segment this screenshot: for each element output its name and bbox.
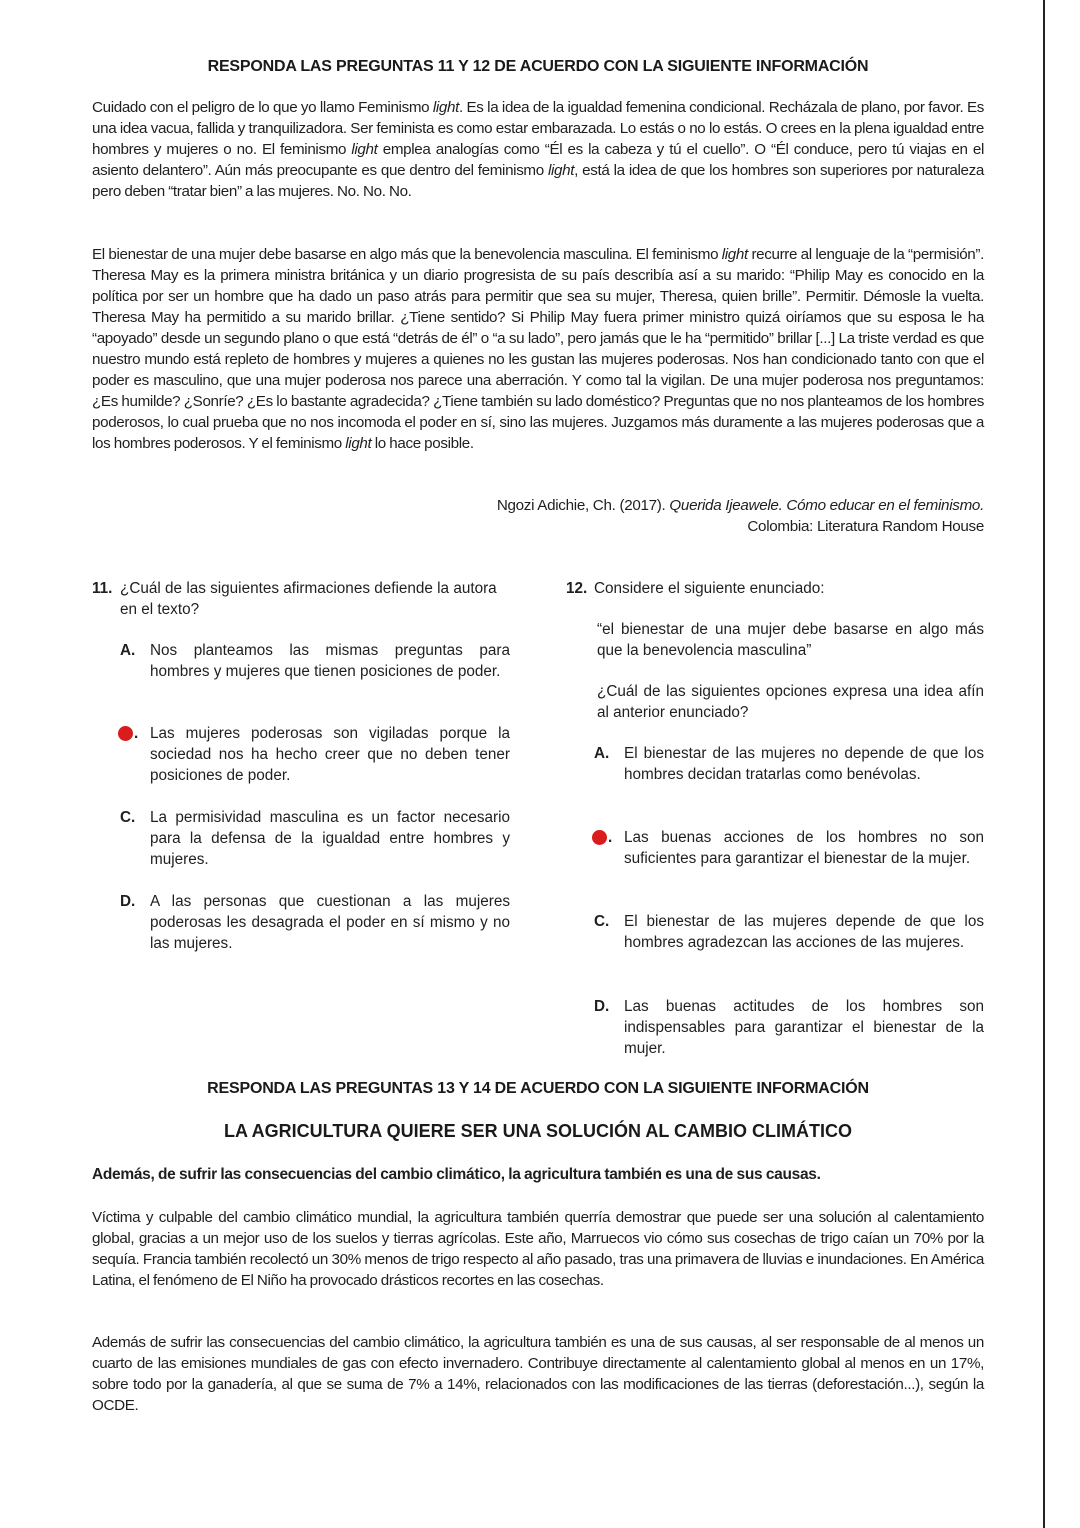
option-text: Las mujeres poderosas son vigiladas porque la sociedad nos ha hecho creer que no deben tener posiciones de poder. [150, 725, 510, 784]
article-paragraph-1: Víctima y culpable del cambio climático mundial, la agricultura también querría demostrar que puede ser una solución al calentamiento global, gracias a un mejor uso de los suelos y tierras agrícolas. Este año, Marruecos vio cómo sus cosechas de trigo caían un 70% por la sequía. Francia también recolectó un 30% menos de trigo respecto al año pasado, tras una primavera de lluvias e inundaciones. En América Latina, el fenómeno de El Niño ha provocado drásticos recortes en las cosechas. [92, 1209, 984, 1289]
q12-option-b-selected[interactable] [594, 827, 984, 890]
page-edge-line [1043, 0, 1045, 1528]
selected-answer-mark-icon [118, 726, 133, 741]
question-prompt: ¿Cuál de las siguientes afirmaciones defiende la autora en el texto? [120, 580, 497, 618]
q11-option-d[interactable] [120, 891, 510, 954]
passage-paragraph-1 [92, 97, 984, 202]
question-11 [92, 578, 510, 620]
text-run: , está la idea de que los hombres son superiores por naturaleza pero deben “tratar bien” a las mujeres. No. No. No. [92, 162, 984, 200]
q12-subprompt: ¿Cuál de las siguientes opciones expresa una idea afín al anterior enunciado? [597, 683, 984, 721]
q11-option-a[interactable] [120, 640, 510, 703]
article-paragraph-2: Además de sufrir las consecuencias del cambio climático, la agricultura también es una de sus causas, al ser responsable de al menos un cuarto de las emisiones mundiales de gas con efecto invernadero. Contribuye directamente al calentamiento global al menos en un 17%, sobre todo por la ganadería, al que se suma de 7% a 14%, relacionados con las modificaciones de las tierras (deforestación...), según la OCDE. [92, 1334, 984, 1414]
text-run: Cuidado con el peligro de lo que yo llamo Feminismo [92, 99, 433, 116]
citation-author: Ngozi Adichie, Ch. (2017). [496, 497, 670, 514]
citation-title: Querida Ijeawele. Cómo educar en el feminismo. [669, 497, 984, 514]
question-12 [566, 578, 984, 599]
option-letter: D. [594, 998, 610, 1015]
option-text: La permisividad masculina es un factor necesario para la defensa de la igualdad entre hombres y mujeres. [150, 809, 510, 868]
section-heading-q13-14: RESPONDA LAS PREGUNTAS 13 Y 14 DE ACUERDO CON LA SIGUIENTE INFORMACIÓN [207, 1080, 869, 1097]
question-number: 11. [92, 580, 113, 597]
text-run: El bienestar de una mujer debe basarse en algo más que la benevolencia masculina. El feminismo [92, 246, 722, 263]
option-letter: C. [594, 913, 610, 930]
text-run: lo hace posible. [371, 435, 474, 452]
q12-option-a[interactable] [594, 743, 984, 806]
italic-term: light [351, 141, 378, 158]
section-heading-q11-12: RESPONDA LAS PREGUNTAS 11 Y 12 DE ACUERDO CON LA SIGUIENTE INFORMACIÓN [207, 58, 869, 75]
text-run: emplea analogías como “Él es la cabeza y tú el cuello”. O “Él conduce, pero tú viajas en el asiento delantero”. Aún más preocupante es que dentro del feminismo [92, 141, 984, 179]
option-letter-period: . [134, 725, 139, 742]
option-text: Las buenas acciones de los hombres no son suficientes para garantizar el bienestar de la mujer. [624, 829, 984, 867]
italic-term: light [432, 99, 459, 116]
passage-paragraph-2 [92, 244, 984, 454]
citation-publisher: Colombia: Literatura Random House [747, 518, 984, 535]
question-prompt: Considere el siguiente enunciado: [594, 580, 825, 597]
text-run: . Es la idea de la igualdad femenina condicional. Recházala de plano, por favor. Es una idea vacua, fallida y tranquilizadora. Ser feminista es como estar embarazada. Lo estás o no lo estás. O crees en la plena igualdad entre hombres y mujeres o no. El feminismo [92, 99, 984, 158]
option-letter: A. [120, 642, 136, 659]
italic-term: light [721, 246, 748, 263]
q11-option-c[interactable] [120, 807, 510, 870]
option-text: Nos planteamos las mismas preguntas para hombres y mujeres que tienen posiciones de poder. [150, 642, 510, 680]
citation [497, 495, 984, 537]
text-run: recurre al lenguaje de la “permisión”. Theresa May es la primera ministra británica y un diario progresista de su país describía así a su marido: “Philip May es conocido en la política por ser un hombre que ha dado un paso atrás para permitir que sea su mujer, Theresa, quien brille”. Permitir. Démosle la vuelta. Theresa May ha permitido a su marido brillar. ¿Tiene sentido? Si Philip May fuera primer ministro quizá oiríamos que su esposa le ha “apoyado” desde un segundo plano o que está “detrás de él” o “a su lado”, pero jamás que le ha “permitido” brillar [...] La triste verdad es que nuestro mundo está repleto de hombres y mujeres a quienes no les gustan las mujeres poderosas. Nos han condicionado tanto con que el poder es masculino, que una mujer poderosa nos parece una aberración. Y como tal la vigilan. De una mujer poderosa nos preguntamos: ¿Es humilde? ¿Sonríe? ¿Es lo bastante agradecida? ¿Tiene también su lado doméstico? Preguntas que no nos planteamos de los hombres poderosos, lo cual prueba que no nos incomoda el poder en sí, sino las mujeres. Juzgamos más duramente a las mujeres poderosas que a los hombres poderosos. Y el feminismo [92, 246, 984, 452]
option-text: Las buenas actitudes de los hombres son indispensables para garantizar el bienestar de la mujer. [624, 998, 984, 1057]
q11-option-b-selected[interactable] [120, 723, 510, 786]
article-title: LA AGRICULTURA QUIERE SER UNA SOLUCIÓN AL CAMBIO CLIMÁTICO [224, 1121, 852, 1141]
question-number: 12. [566, 580, 588, 597]
option-text: A las personas que cuestionan a las mujeres poderosas les desagrada el poder en sí mismo y no las mujeres. [150, 893, 510, 952]
article-lead: Además, de sufrir las consecuencias del cambio climático, la agricultura también es una de sus causas. [92, 1166, 821, 1183]
option-letter-period: . [608, 829, 613, 846]
option-letter: A. [594, 745, 610, 762]
citation-line-1 [497, 495, 984, 516]
option-letter: D. [120, 893, 136, 910]
italic-term: light [345, 435, 372, 452]
option-letter: C. [120, 809, 136, 826]
q12-option-d[interactable] [594, 996, 984, 1059]
q12-quoted-statement: “el bienestar de una mujer debe basarse en algo más que la benevolencia masculina” [597, 621, 984, 659]
option-text: El bienestar de las mujeres depende de que los hombres agradezcan las acciones de las mujeres. [624, 913, 984, 951]
option-text: El bienestar de las mujeres no depende de que los hombres decidan tratarlas como benévolas. [624, 745, 984, 783]
selected-answer-mark-icon [592, 830, 607, 845]
italic-term: light [547, 162, 575, 179]
q12-option-c[interactable] [594, 911, 984, 974]
